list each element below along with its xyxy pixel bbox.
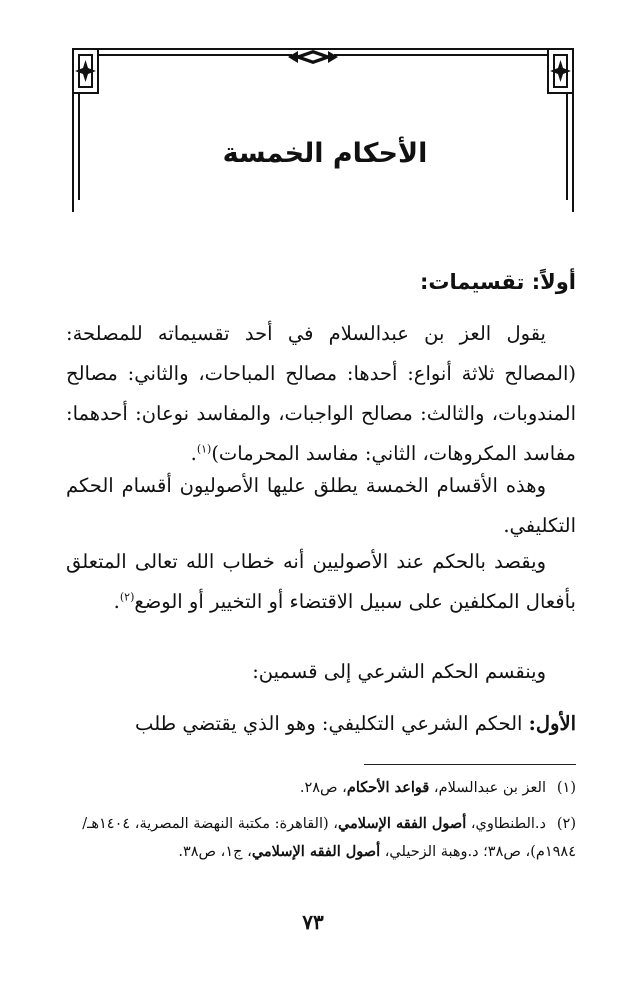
footnote-text: ، ص٢٨.: [299, 780, 347, 796]
footnote-text: ، ج١، ص٣٨.: [178, 844, 252, 860]
footnote-number: (٢): [556, 816, 576, 832]
chapter-title: الأحكام الخمسة: [222, 138, 428, 169]
footnote-book-title: أصول الفقه الإسلامي: [337, 815, 467, 832]
footnote-divider: [364, 764, 576, 765]
footnote-book-title: أصول الفقه الإسلامي: [251, 843, 381, 860]
body-paragraph: [66, 314, 576, 474]
body-paragraph: [66, 542, 576, 622]
paragraph-end-mark: .: [190, 442, 197, 465]
section-heading: أولاً: تقسيمات:: [419, 270, 576, 294]
paragraph-text: الحكم الشرعي التكليفي: وهو الذي يقتضي طلب: [135, 712, 529, 735]
footnote-text: ، (القاهرة: مكتبة النهضة المصرية، ١٤٠٤هـ/١٩٨٤م)، ص٣٨؛ د.وهبة الزحيلي،: [82, 816, 576, 860]
paragraph-lead: الأول:: [528, 712, 576, 735]
paragraph-text: وهذه الأقسام الخمسة يطلق عليها الأصوليون أقسام الحكم التكليفي.: [66, 474, 576, 537]
paragraph-text: ويقصد بالحكم عند الأصوليين أنه خطاب الله تعالى المتعلق بأفعال المكلفين على سبيل الاقتضاء أو التخيير أو الوضع: [66, 550, 576, 613]
paragraph-text: وينقسم الحكم الشرعي إلى قسمين:: [252, 660, 546, 683]
footnote-book-title: قواعد الأحكام: [346, 779, 430, 796]
paragraph-text: يقول العز بن عبدالسلام في أحد تقسيماته للمصلحة: (المصالح ثلاثة أنواع: أحدها: مصالح المباحات، والثاني: مصالح المندوبات، والثالث: مصالح الواجبات، والمفاسد نوعان: أحدهما: مفاسد المكروهات، الثاني: مفاسد المحرمات): [66, 322, 576, 465]
footnote-text: د.الطنطاوي،: [466, 816, 546, 832]
paragraph-end-mark: .: [113, 590, 120, 613]
footnote-item: [60, 810, 576, 866]
body-paragraph: [66, 466, 576, 546]
footnote-item: [60, 774, 576, 802]
chapter-frame-ornament: [0, 0, 626, 230]
footnote-reference[interactable]: (١): [196, 442, 212, 456]
body-paragraph: [66, 652, 576, 692]
page-number: ٧٣: [302, 910, 324, 934]
footnote-text: العز بن عبدالسلام،: [429, 780, 546, 796]
body-paragraph: [66, 704, 576, 744]
footnote-reference[interactable]: (٢): [119, 590, 135, 604]
footnote-number: (١): [556, 780, 576, 796]
